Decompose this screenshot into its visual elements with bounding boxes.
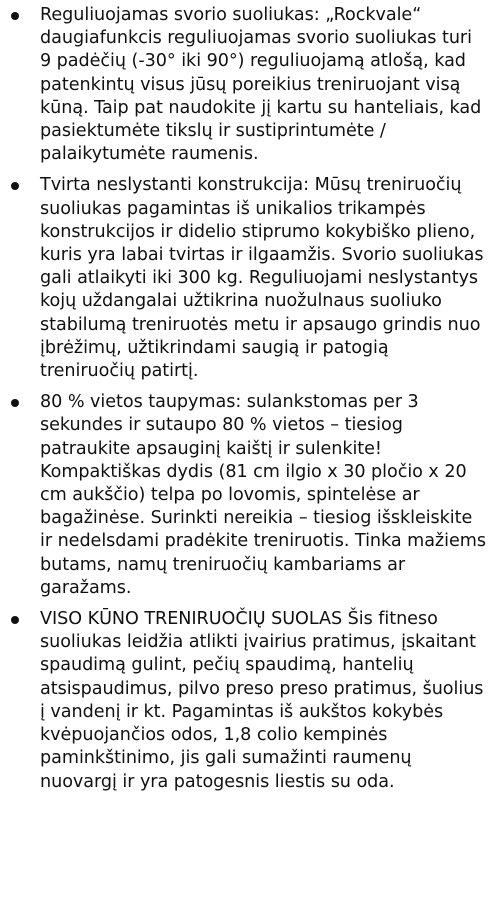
list-item	[0, 608, 494, 794]
bullet-text-full-body-bench: VISO KŪNO TRENIRUOČIŲ SUOLAS Šis fitneso suoliukas leidžia atlikti įvairius pratimus, įskaitant spaudimą gulint, pečių spaudimą, hantelių atsispaudimus, pilvo preso preso pratimus, šuolius į vandenį ir kt. Pagamintas iš aukštos kokybės kvėpuojančios odos, 1,8 colio kempinės paminkštinimo, jis gali sumažinti raumenų nuovargį ir yra patogesnis liestis su oda.	[40, 609, 484, 792]
list-item	[0, 174, 494, 383]
bullet-text-space-saving: 80 % vietos taupymas: sulankstomas per 3 sekundes ir sutaupo 80 % vietos – tiesiog patraukite apsauginį kaištį ir sulenkite! Kompaktiškas dydis (81 cm ilgio x 30 pločio x 20 cm aukščio) telpa po lovomis, spintelėse ar bagažinėse. Surinkti nereikia – tiesiog išskleiskite ir nedelsdami pradėkite treniruotis. Tinka mažiems butams, namų treniruočių kambariams ar garažams.	[40, 392, 486, 598]
bullet-dot-icon	[11, 616, 19, 624]
feature-bullet-list	[0, 4, 494, 802]
bullet-dot-icon	[11, 12, 19, 20]
list-item	[0, 391, 494, 600]
bullet-text-sturdy-construction: Tvirta neslystanti konstrukcija: Mūsų treniruočių suoliukas pagamintas iš unikalios trikampės konstrukcijos ir didelio stiprumo kokybiško plieno, kuris yra labai tvirtas ir ilgaamžis. Svorio suoliukas gali atlaikyti iki 300 kg. Reguliuojami neslystantys kojų uždangalai užtikrina nuožulnaus suoliuko stabilumą treniruotės metu ir apsaugo grindis nuo įbrėžimų, užtikrindami saugią ir patogią treniruočių patirtį.	[40, 175, 484, 382]
bullet-dot-icon	[11, 182, 19, 190]
list-item	[0, 4, 494, 166]
bullet-text-adjustable-bench: Reguliuojamas svorio suoliukas: „Rockvale“ daugiafunkcis reguliuojamas svorio suoliukas turi 9 padėčių (-30° iki 90°) reguliuojamą atlošą, kad patenkintų visus jūsų poreikius treniruojant visą kūną. Taip pat naudokite jį kartu su hanteliais, kad pasiektumėte tikslų ir sustiprintumėte / palaikytumėte raumenis.	[40, 5, 482, 165]
bullet-dot-icon	[11, 399, 19, 407]
